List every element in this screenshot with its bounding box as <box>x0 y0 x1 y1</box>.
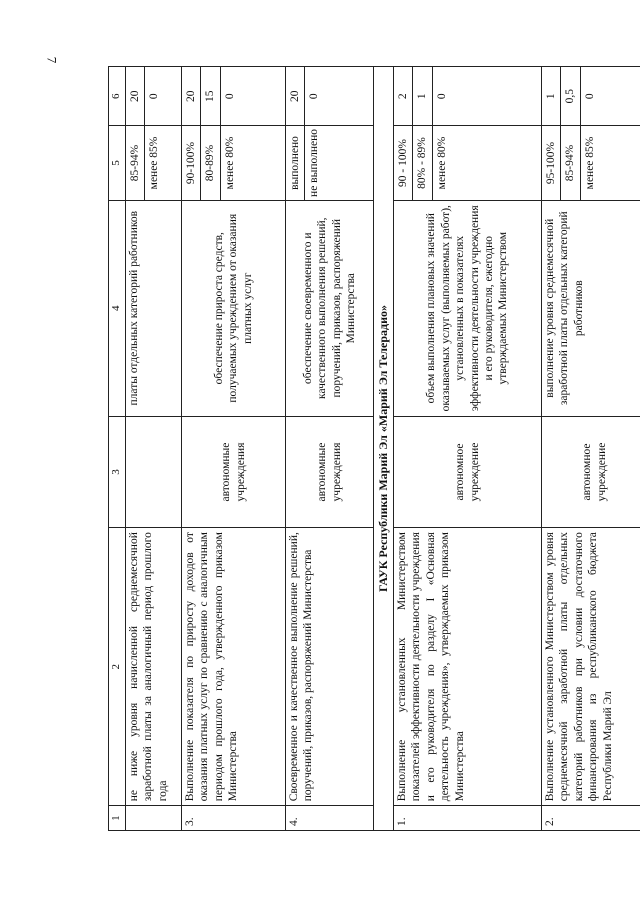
section-row <box>374 67 394 831</box>
range-value: не выполнено <box>308 129 321 197</box>
header-col-1: 1 <box>109 806 126 831</box>
range-value: 90-100% <box>182 126 201 199</box>
header-col-5: 5 <box>109 126 126 200</box>
score-value: 1 <box>413 67 432 125</box>
indicator-text: обеспечение прироста средств, получаемых учреждением от оказания платных услуг <box>182 200 286 416</box>
header-row <box>109 67 126 831</box>
rotated-sheet <box>108 66 640 831</box>
range-value: 95-100% <box>542 126 561 199</box>
range-cell <box>542 126 640 200</box>
table-row <box>286 67 374 831</box>
institution-type: автономное учреждение <box>394 416 542 527</box>
institution-type: автономное учреждение <box>542 416 640 527</box>
score-value: 0 <box>583 93 596 100</box>
range-value: выполнено <box>286 126 305 199</box>
indicator-text: обеспечение своевременного и качественного выполнения решений, поручений, приказов, распоряжений Министерства <box>286 200 374 416</box>
row-number: 2. <box>542 806 640 831</box>
score-value: 20 <box>182 67 201 125</box>
score-cell <box>286 67 374 126</box>
indicator-text: выполнение уровня среднемесячной заработной платы отдельных категорий работников <box>542 200 640 416</box>
score-value: 0 <box>308 93 321 100</box>
score-value: 2 <box>394 67 413 125</box>
criterion-text: Выполнение установленных Министерством показателей эффективности деятельности учреждения и его руководителя по разделу I «Основная деятельность учреждения», утверждаемых приказом Министерства <box>394 528 542 806</box>
score-value: 0 <box>148 93 161 100</box>
institution-type: автономные учреждения <box>182 416 286 527</box>
institution-type <box>126 416 182 527</box>
range-value: менее 85% <box>148 136 161 190</box>
range-value: менее 80% <box>223 136 236 190</box>
score-cell <box>542 67 640 126</box>
score-value: 1 <box>542 67 561 125</box>
range-value: менее 85% <box>583 136 596 190</box>
range-value: 85-94% <box>561 126 580 199</box>
criteria-table <box>108 66 640 831</box>
header-col-6: 6 <box>109 67 126 126</box>
table-row <box>394 67 542 831</box>
institution-type: автономные учреждения <box>286 416 374 527</box>
header-col-2: 2 <box>109 528 126 806</box>
criterion-text: Своевременное и качественное выполнение решений, поручений, приказов, распоряжений Министерства <box>286 528 374 806</box>
range-value: менее 80% <box>435 136 448 190</box>
score-value: 0 <box>435 93 448 100</box>
score-cell <box>182 67 286 126</box>
row-number: 3. <box>182 806 286 831</box>
criterion-text: Выполнение установленного Министерством уровня среднемесячной заработной платы отдельных категорий работников при условии достаточного финансирования из республиканского бюджета Республики Марий Эл <box>542 528 640 806</box>
criterion-text: не ниже уровня начисленной среднемесячной заработной платы за аналогичный период прошлого года <box>126 528 182 806</box>
header-col-3: 3 <box>109 416 126 527</box>
indicator-text: объем выполнения плановых значений оказываемых услуг (выполняемых работ), установленных в показателях эффективности деятельности учреждения и его руководителя, ежегодно утверждаемых Министерством <box>394 200 542 416</box>
page-number: 7 <box>44 56 60 64</box>
row-number <box>126 806 182 831</box>
header-col-4: 4 <box>109 200 126 416</box>
table-row <box>126 67 182 831</box>
score-cell <box>394 67 542 126</box>
section-title: ГАУК Республики Марий Эл «Марий Эл Телерадио» <box>374 67 394 831</box>
range-cell <box>126 126 182 200</box>
score-value: 20 <box>126 67 145 125</box>
table-row <box>542 67 640 831</box>
range-cell <box>182 126 286 200</box>
range-value: 90 - 100% <box>394 126 413 199</box>
range-cell <box>286 126 374 200</box>
score-value: 15 <box>201 67 220 125</box>
range-value: 80-89% <box>201 126 220 199</box>
score-cell <box>126 67 182 126</box>
indicator-text: платы отдельных категорий работников <box>126 200 182 416</box>
row-number: 4. <box>286 806 374 831</box>
score-value: 0 <box>223 93 236 100</box>
criteria-table-container <box>108 66 640 831</box>
range-value: 80% - 89% <box>413 126 432 199</box>
score-value: 0,5 <box>561 67 580 125</box>
score-value: 20 <box>286 67 305 125</box>
range-cell <box>394 126 542 200</box>
criterion-text: Выполнение показателя по приросту доходов от оказания платных услуг по сравнению с аналогичным периодом прошлого года, утвержденного приказом Министерства <box>182 528 286 806</box>
range-value: 85-94% <box>126 126 145 199</box>
table-row <box>182 67 286 831</box>
row-number: 1. <box>394 806 542 831</box>
